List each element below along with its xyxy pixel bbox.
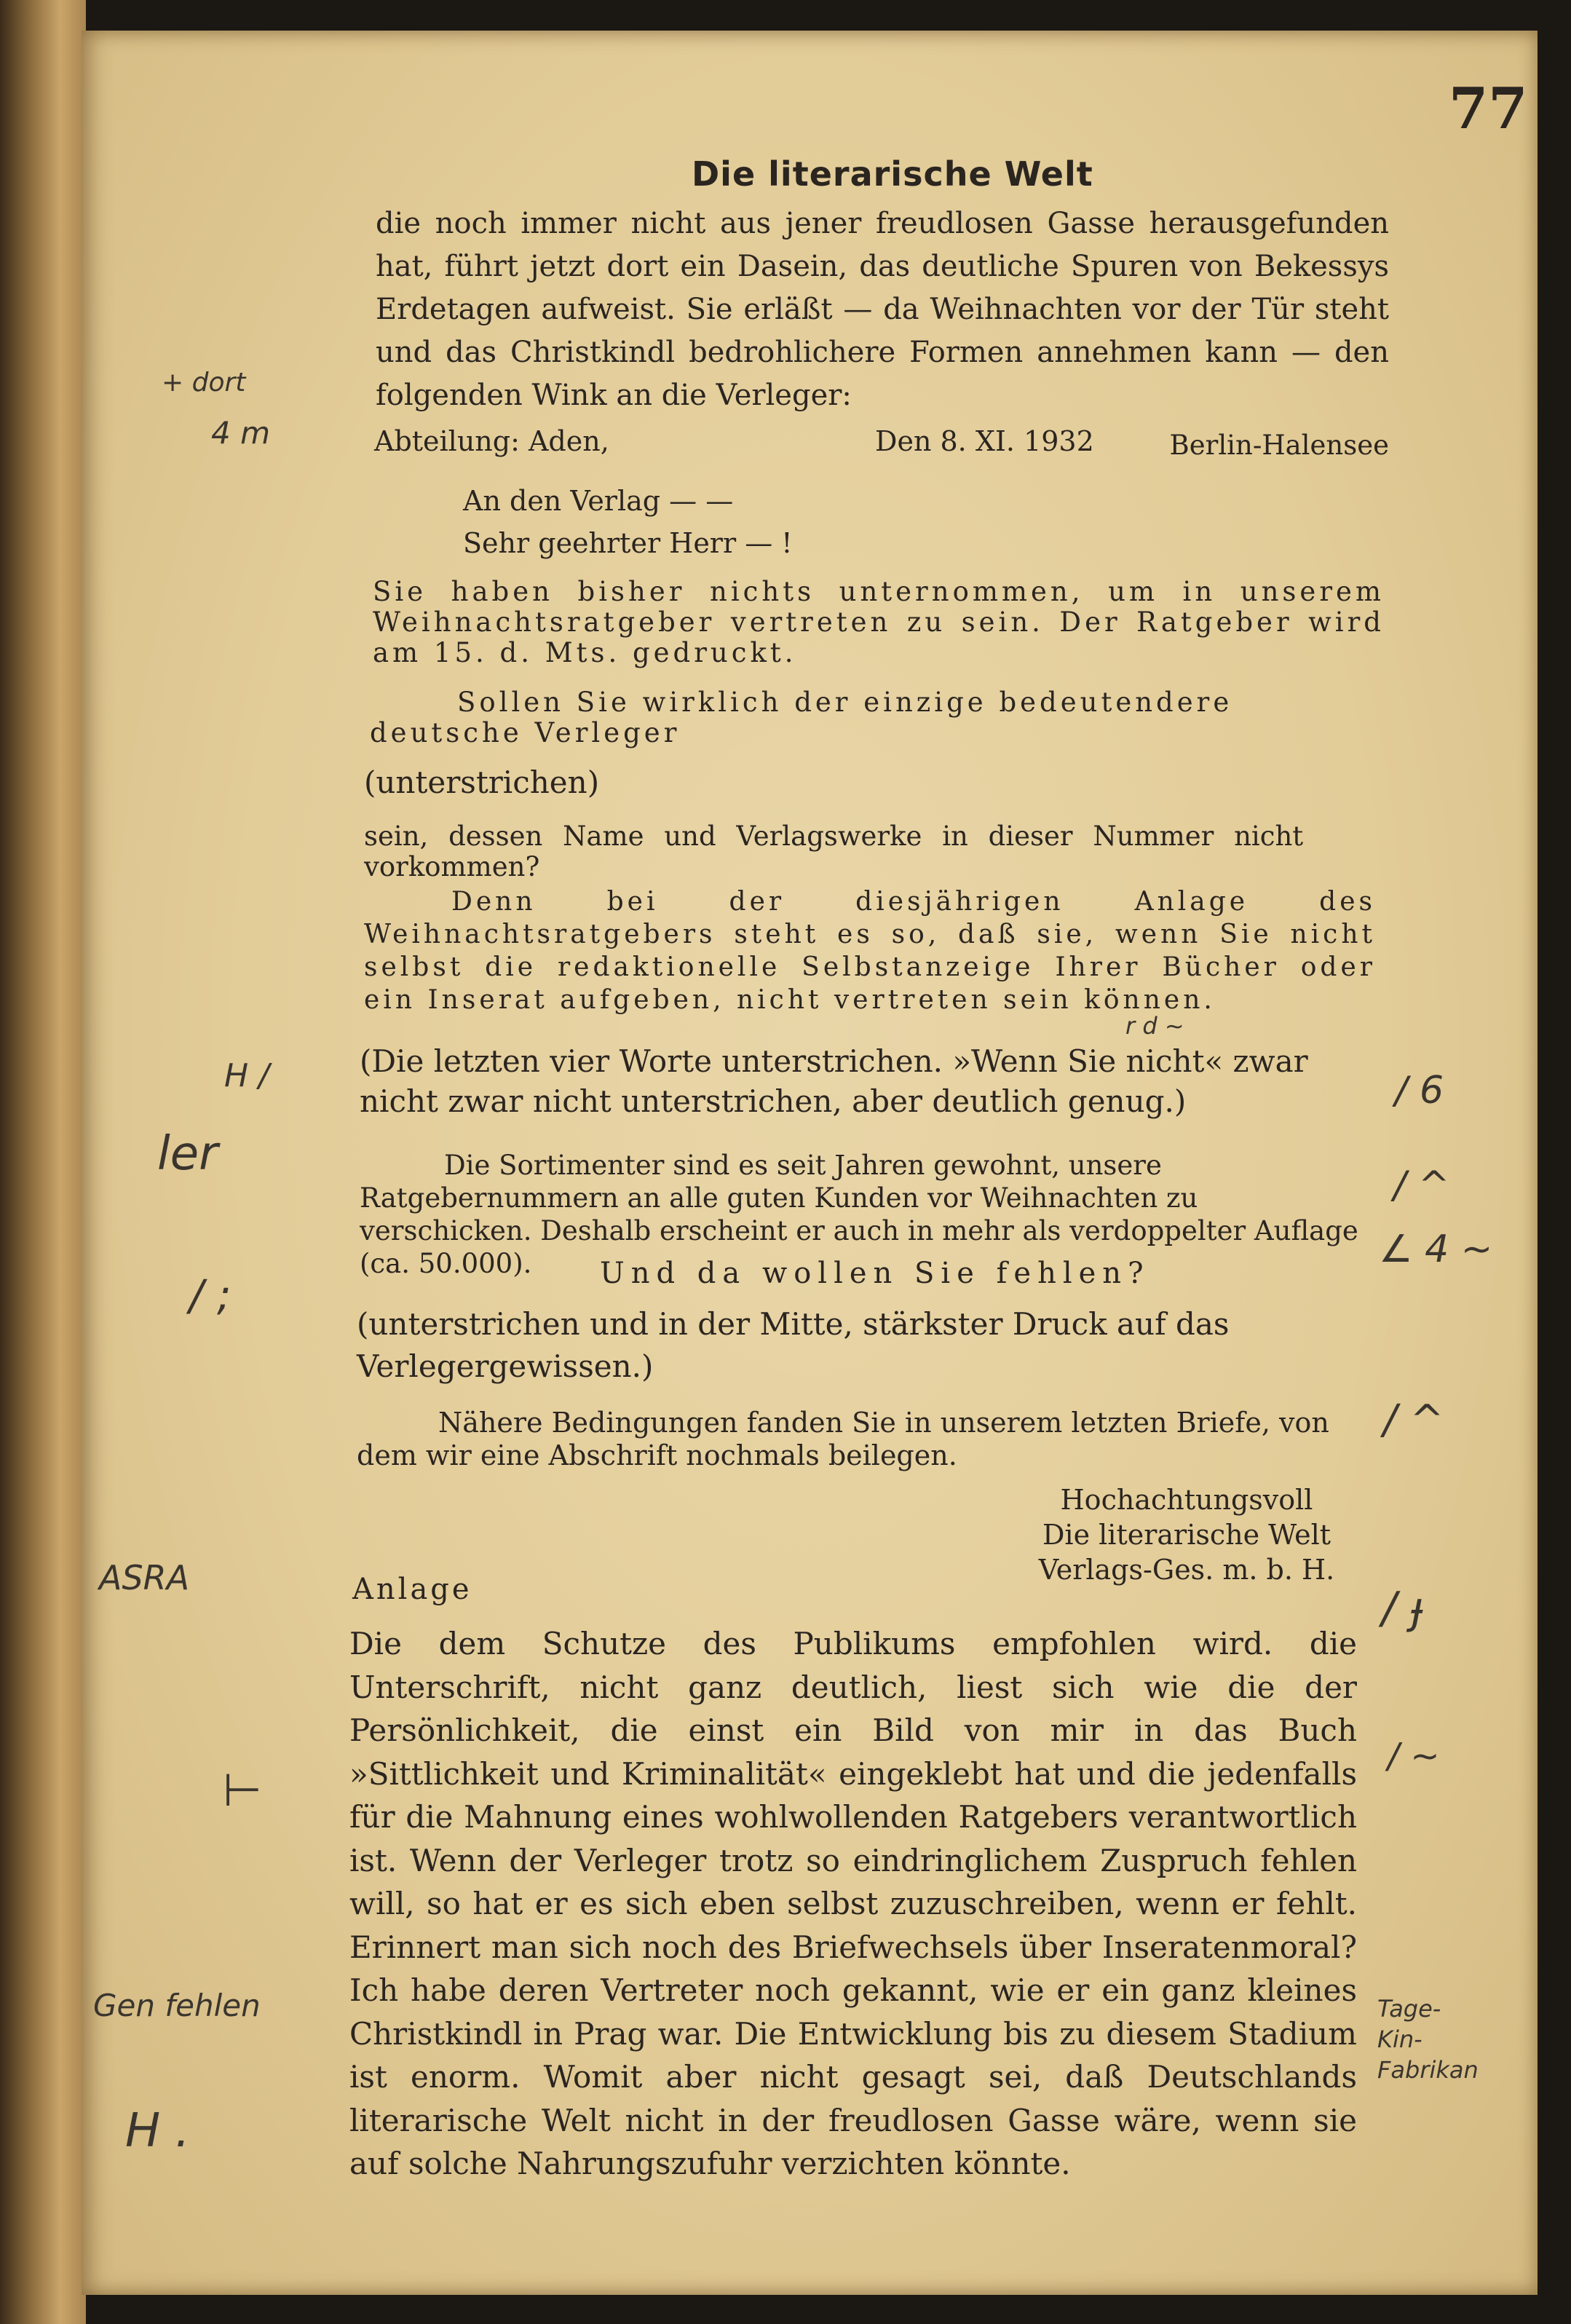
margin-note-left: H . [125,2104,190,2158]
letter-closing [1034,1482,1339,1587]
margin-note-left: ⊢ [223,1763,263,1817]
letter-paragraph-5: Die Sortimenter sind es seit Jahren gewohnt, unsere Ratgebernummern an alle guten Kunden vor Weihnachten zu verschicken. Deshalb erscheint er auch in mehr als verdoppelter Auflage (ca. 50.000). [360,1150,1358,1279]
editorial-note-1: (unterstrichen) [364,764,600,800]
closing-line: Hochachtungsvoll [1060,1484,1313,1516]
margin-note-left: Gen fehlen [93,1988,261,2023]
commentary-paragraph: Die dem Schutze des Publikums empfohlen wird. die Unterschrift, nicht ganz deutlich, liest sich wie die der Persönlichkeit, die einst ein Bild von mir in das Buch »Sittlichkeit und Kriminalität« eingeklebt hat und die jedenfalls für die Mahnung eines wohlwollenden Ratgebers verantwortlich ist. Wenn der Verleger trotz so eindringlichem Zuspruch fehlen will, so hat er es sich eben selbst zuzuschreiben, wenn er fehlt. Erinnert man sich noch des Briefwechsels über Inseratenmoral? Ich habe deren Vertreter noch gekannt, wie er ein ganz kleines Christkindl in Prag war. Die Entwicklung bis zu diesem Stadium ist enorm. Womit aber nicht gesagt sei, daß Deutschlands literarische Welt nicht in der freudlosen Gasse wäre, wenn sie auf solche Nahrungszufuhr verzichten könnte. [349,1626,1357,2181]
letter-paragraph-2: Sollen Sie wirklich der einzige bedeutendere deutsche Verleger [370,687,1233,748]
margin-note-right: / 6 [1395,1069,1444,1112]
margin-note-right: / ~ [1388,1736,1440,1776]
closing-line: Verlags-Ges. m. b. H. [1038,1554,1335,1586]
margin-note-left: ASRA [99,1558,190,1597]
letter-paragraph-1: Sie haben bisher nichts unternommen, um in unserem Weihnachtsratgeber vertreten zu sein. Der Ratgeber wird am 15. d. Mts. gedruckt. [373,576,1385,668]
margin-note-left: ler [157,1127,218,1181]
letter-date: Den 8. XI. 1932 [875,425,1094,457]
margin-note-right: / ɟ [1382,1583,1425,1634]
intro-paragraph: die noch immer nicht aus jener freudlosen Gasse herausgefunden hat, führt jetzt dort ein Dasein, das deutliche Spuren von Bekessys Erdetagen aufweist. Sie erläßt — da Weihnachten vor der Tür steht und das Christkindl bedrohlichere Formen annehmen kann — den folgenden Wink an die Verleger: [376,207,1389,412]
margin-note-right: ∠ 4 ~ [1379,1228,1493,1271]
letter-department: Abteilung: Aden, [374,425,609,457]
closing-line: Die literarische Welt [1042,1519,1331,1551]
page-number: 77 [1449,76,1528,142]
editorial-note-3: (unterstrichen und in der Mitte, stärkster Druck auf das Verlegergewissen.) [357,1306,1230,1384]
margin-note-left: 4 m [211,415,270,451]
letter-paragraph-3: sein, dessen Name und Verlagswerke in dieser Nummer nicht vorkommen? [364,821,1304,882]
letter-salutation: Sehr geehrter Herr — ! [463,527,793,559]
margin-note-right: / ^ [1393,1163,1450,1207]
enclosure-label: Anlage [352,1573,472,1606]
letter-address: An den Verlag — — [463,485,734,517]
margin-note-left: + dort [162,368,246,398]
editorial-note-2: (Die letzten vier Worte unterstrichen. »Wenn Sie nicht« zwar nicht zwar nicht unterstrichen, aber deutlich genug.) [360,1043,1308,1119]
inline-correction-mark: r d ~ [1125,1012,1184,1040]
margin-note-right: Tage- Kin- Fabrikan [1377,1995,1479,2084]
page-heading: Die literarische Welt [692,154,1093,194]
letter-paragraph-4: Denn bei der diesjährigen Anlage des Weihnachtsratgebers steht es so, daß sie, wenn Sie nicht selbst die redaktionelle Selbstanzeige Ihrer Bücher oder ein Inserat aufgeben, nicht vertreten sein können. [364,887,1376,1015]
book-binding [0,0,86,2324]
margin-note-right: / ^ [1383,1396,1444,1444]
letter-place: Berlin-Halensee [1169,430,1389,461]
margin-note-left: / ; [189,1270,232,1320]
letter-paragraph-7: Nähere Bedingungen fanden Sie in unserem letzten Briefe, von dem wir eine Abschrift nochmals beilegen. [357,1407,1329,1471]
margin-note-left: H / [224,1057,269,1094]
letter-paragraph-6: Und da wollen Sie fehlen? [600,1257,1150,1290]
